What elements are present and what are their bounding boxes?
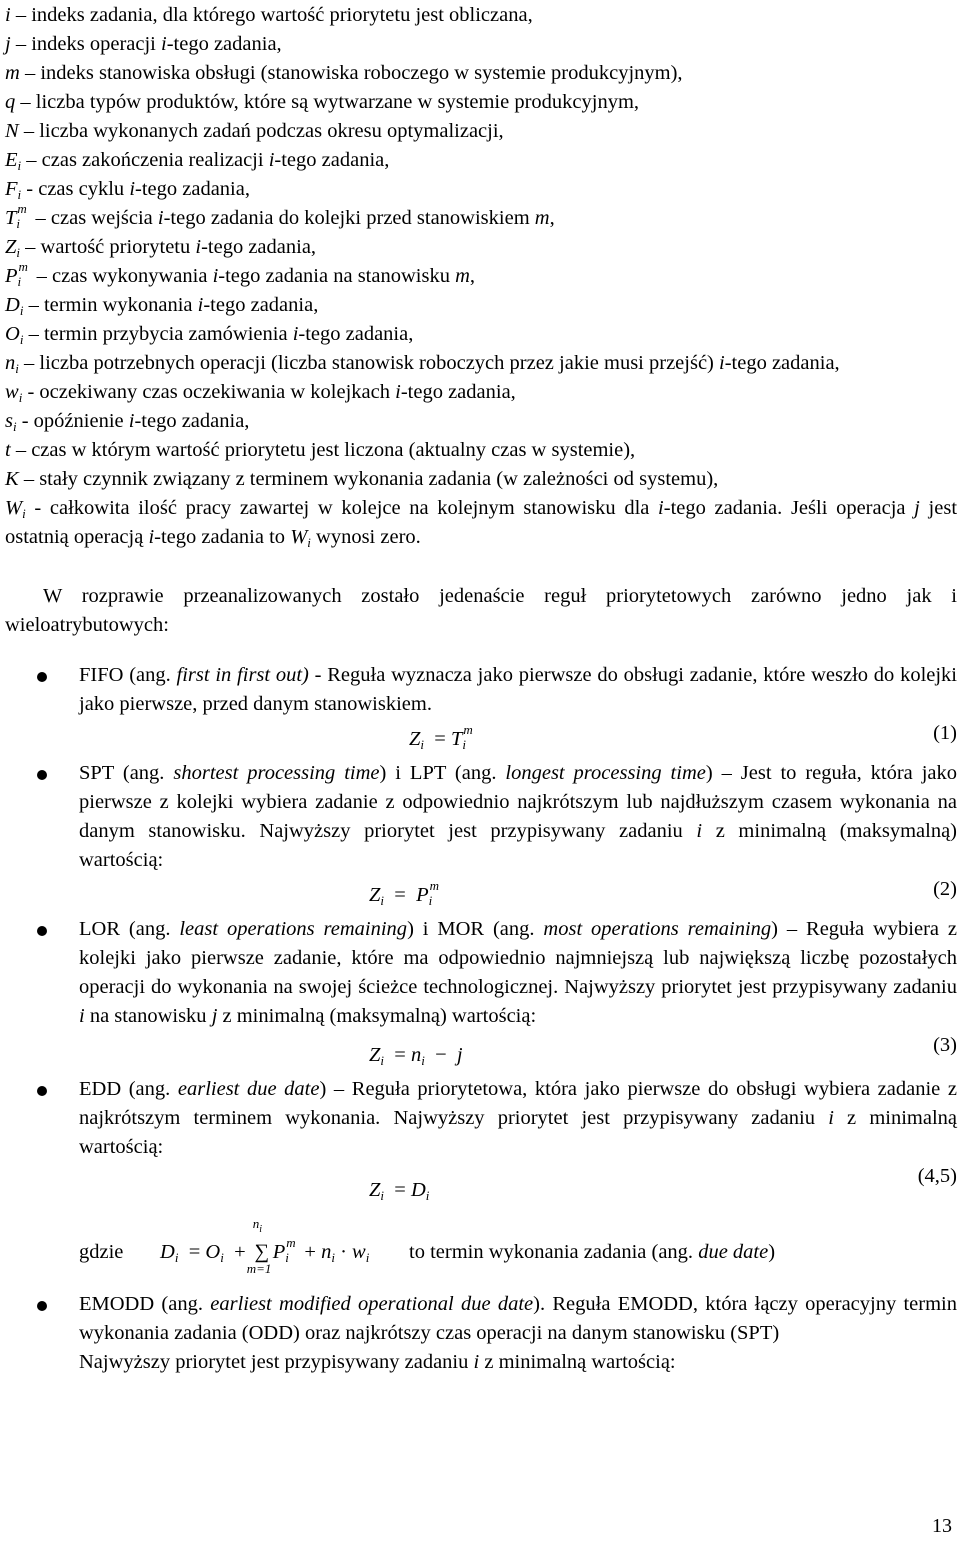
definition-q: q – liczba typów produktów, które są wytwarzane w systemie produkcyjnym, xyxy=(5,91,640,113)
symbol-definitions xyxy=(5,1,957,552)
definition-j: j – indeks operacji i-tego zadania, xyxy=(5,33,282,55)
bullet-icon xyxy=(37,1301,47,1311)
definition-t: t – czas w którym wartość priorytetu jest liczona (aktualny czas w systemie), xyxy=(5,439,636,461)
formula-3: $Z_i = n_i - j$ (3) xyxy=(79,1031,957,1075)
rule-edd: EDD (ang. earliest due date) – Reguła priorytetowa, która jako pierwsze do obsługi wybiera zadanie z najkrótszym terminem wykonania. Najwyższy priorytet jest przypisywany zadaniu i z minimalną wartością: $Z_i = D_i$ (4,5) xyxy=(5,1075,957,1210)
formula-4-5: $Z_i = D_i$ (4,5) xyxy=(79,1162,957,1210)
bullet-icon xyxy=(37,926,47,936)
sum-icon: ∑ $n_i$ m=1 xyxy=(246,1215,272,1276)
definition-T: T m i – czas wejścia i-tego zadania do kolejki przed stanowiskiem m, xyxy=(5,201,555,231)
definition-m: m – indeks stanowiska obsługi (stanowiska roboczego w systemie produkcyjnym), xyxy=(5,62,683,84)
definition-W: $W_i$ - całkowita ilość pracy zawartej w kolejce na kolejnym stanowisku dla i-tego zadania. Jeśli operacja j jest ostatnią operacją i-tego zadania to $W_i$ wynosi zero. xyxy=(5,497,958,550)
definition-s: $s_i$ - opóźnienie i-tego zadania, xyxy=(5,410,250,434)
priority-rules-list-2 xyxy=(5,1290,957,1377)
bullet-icon xyxy=(37,770,47,780)
definition-Z: $Z_i$ – wartość priorytetu i-tego zadania, xyxy=(5,236,317,260)
rule-lor-mor: LOR (ang. least operations remaining) i MOR (ang. most operations remaining) – Reguła wybiera z kolejki jako pierwsze zadanie, które ma odpowiednio najmniejszą lub największą liczbę pozostałych operacji do wykonania na swojej ścieżce technologicznej. Najwyższy priorytet jest przypisywany zadaniu i na stanowisku j z minimalną (maksymalną) wartością: $Z_i = n_i - j$ (3) xyxy=(5,915,957,1075)
bullet-icon xyxy=(37,672,47,682)
equation-number: (3) xyxy=(933,1033,957,1056)
definition-w: $w_i$ - oczekiwany czas oczekiwania w kolejkach i-tego zadania, xyxy=(5,381,516,405)
due-date-formula: $D_i = O_i$ + ∑ $n_i$ m=1 P m i + $n_i \cdot w_i$ xyxy=(160,1215,370,1276)
formula-1: $Z_i = T$ m i (1) xyxy=(79,719,957,759)
definition-D: $D_i$ – termin wykonania i-tego zadania, xyxy=(5,294,319,318)
definition-P: P m i – czas wykonywania i-tego zadania na stanowisku m, xyxy=(5,259,476,289)
priority-rules-list xyxy=(5,661,957,1210)
definition-N: N – liczba wykonanych zadań podczas okresu optymalizacji, xyxy=(5,120,504,142)
due-date-definition: gdzie $D_i = O_i$ + ∑ $n_i$ m=1 P m i + $n_i \cdot w_i$ to termin wykonania zadania (ang. due date) xyxy=(79,1215,776,1276)
rule-spt-lpt: SPT (ang. shortest processing time) i LPT (ang. longest processing time) – Jest to reguła, która jako pierwsze z kolejki wybiera zadanie z odpowiednio najkrótszym lub najdłuższym czasem wykonania na danym stanowisku. Najwyższy priorytet jest przypisywany zadaniu i z minimalną (maksymalną) wartością: $Z_i = P$ m i (2) xyxy=(5,759,957,915)
definition-n: $n_i$ – liczba potrzebnych operacji (liczba stanowisk roboczych przez jakie musi przejść) i-tego zadania, xyxy=(5,352,840,376)
intro-paragraph: W rozprawie przeanalizowanych zostało jedenaście reguł priorytetowych zarówno jedno jak i wieloatrybutowych: xyxy=(5,585,957,636)
equation-number: (2) xyxy=(933,877,957,900)
definition-E: $E_i$ – czas zakończenia realizacji i-tego zadania, xyxy=(5,149,390,173)
definition-i: i – indeks zadania, dla którego wartość priorytetu jest obliczana, xyxy=(5,4,533,26)
definition-K: K – stały czynnik związany z terminem wykonania zadania (w zależności od systemu), xyxy=(5,468,719,490)
rule-fifo: FIFO (ang. first in first out) - Reguła wyznacza jako pierwsze do obsługi zadanie, które weszło do kolejki jako pierwsze, przed danym stanowiskiem. $Z_i = T$ m i (1) xyxy=(5,661,957,759)
rule-emodd: EMODD (ang. earliest modified operational due date). Reguła EMODD, która łączy operacyjny termin wykonania zadania (ODD) oraz najkrótszy czas operacji na danym stanowisku (SPT) Najwyższy priorytet jest przypisywany zadaniu i z minimalną wartością: xyxy=(5,1290,957,1377)
definition-F: $F_i$ - czas cyklu i-tego zadania, xyxy=(5,178,250,202)
formula-2: $Z_i = P$ m i (2) xyxy=(79,875,957,915)
page-number: 13 xyxy=(932,1515,952,1537)
document-page xyxy=(5,0,957,1377)
definition-O: $O_i$ – termin przybycia zamówienia i-tego zadania, xyxy=(5,323,414,347)
bullet-icon xyxy=(37,1086,47,1096)
equation-number: (1) xyxy=(933,721,957,744)
equation-number: (4,5) xyxy=(917,1164,957,1187)
